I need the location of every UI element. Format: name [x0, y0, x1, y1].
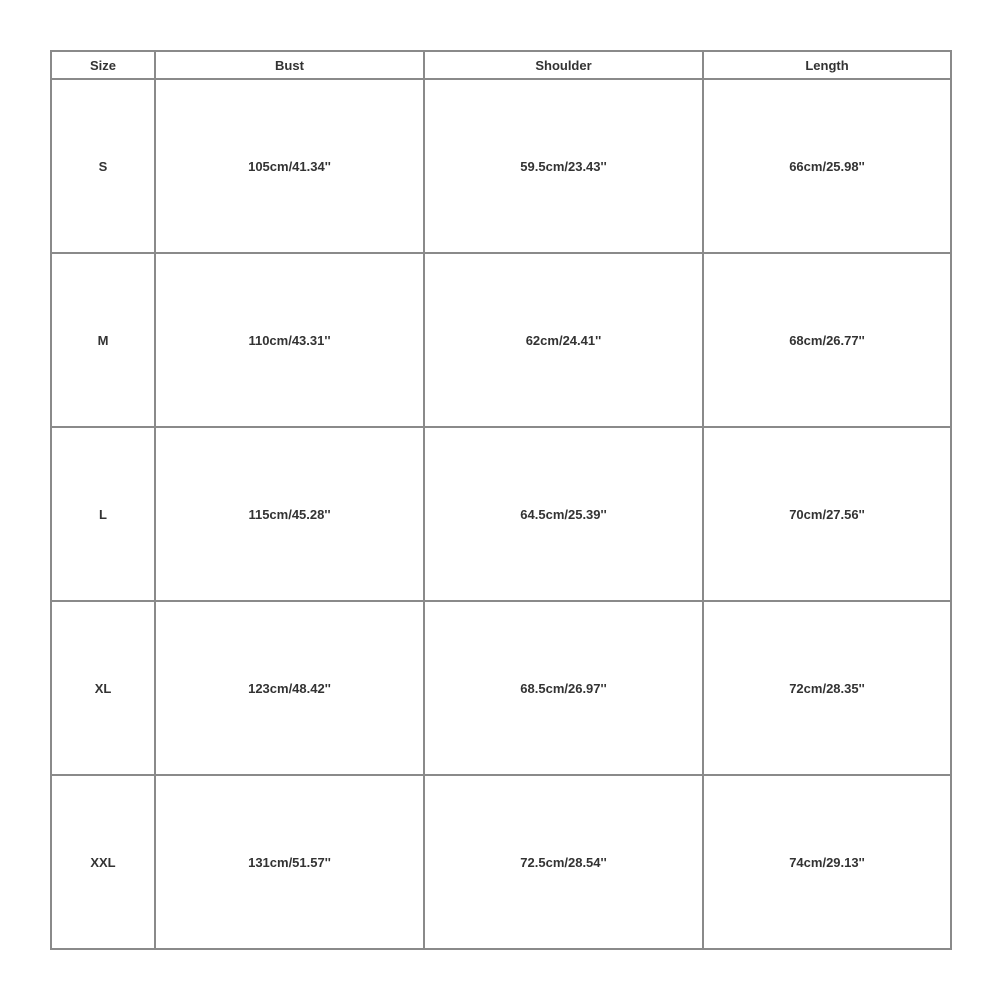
table-row: [51, 427, 951, 601]
cell-length: 70cm/27.56'': [703, 427, 951, 601]
cell-bust: 115cm/45.28'': [155, 427, 424, 601]
cell-length: 72cm/28.35'': [703, 601, 951, 775]
cell-size: S: [51, 79, 155, 253]
cell-size: XXL: [51, 775, 155, 949]
header-bust: Bust: [155, 51, 424, 79]
cell-bust: 110cm/43.31'': [155, 253, 424, 427]
header-shoulder: Shoulder: [424, 51, 703, 79]
table-body: [51, 79, 951, 949]
cell-shoulder: 64.5cm/25.39'': [424, 427, 703, 601]
cell-length: 66cm/25.98'': [703, 79, 951, 253]
cell-shoulder: 59.5cm/23.43'': [424, 79, 703, 253]
header-row: [51, 51, 951, 79]
cell-size: L: [51, 427, 155, 601]
table-row: [51, 79, 951, 253]
cell-size: M: [51, 253, 155, 427]
cell-bust: 131cm/51.57'': [155, 775, 424, 949]
table-header: [51, 51, 951, 79]
cell-shoulder: 62cm/24.41'': [424, 253, 703, 427]
cell-size: XL: [51, 601, 155, 775]
table-row: [51, 775, 951, 949]
table-row: [51, 253, 951, 427]
size-chart-table: [50, 50, 952, 950]
table-row: [51, 601, 951, 775]
cell-length: 68cm/26.77'': [703, 253, 951, 427]
cell-bust: 105cm/41.34'': [155, 79, 424, 253]
cell-length: 74cm/29.13'': [703, 775, 951, 949]
header-length: Length: [703, 51, 951, 79]
cell-bust: 123cm/48.42'': [155, 601, 424, 775]
cell-shoulder: 68.5cm/26.97'': [424, 601, 703, 775]
header-size: Size: [51, 51, 155, 79]
cell-shoulder: 72.5cm/28.54'': [424, 775, 703, 949]
